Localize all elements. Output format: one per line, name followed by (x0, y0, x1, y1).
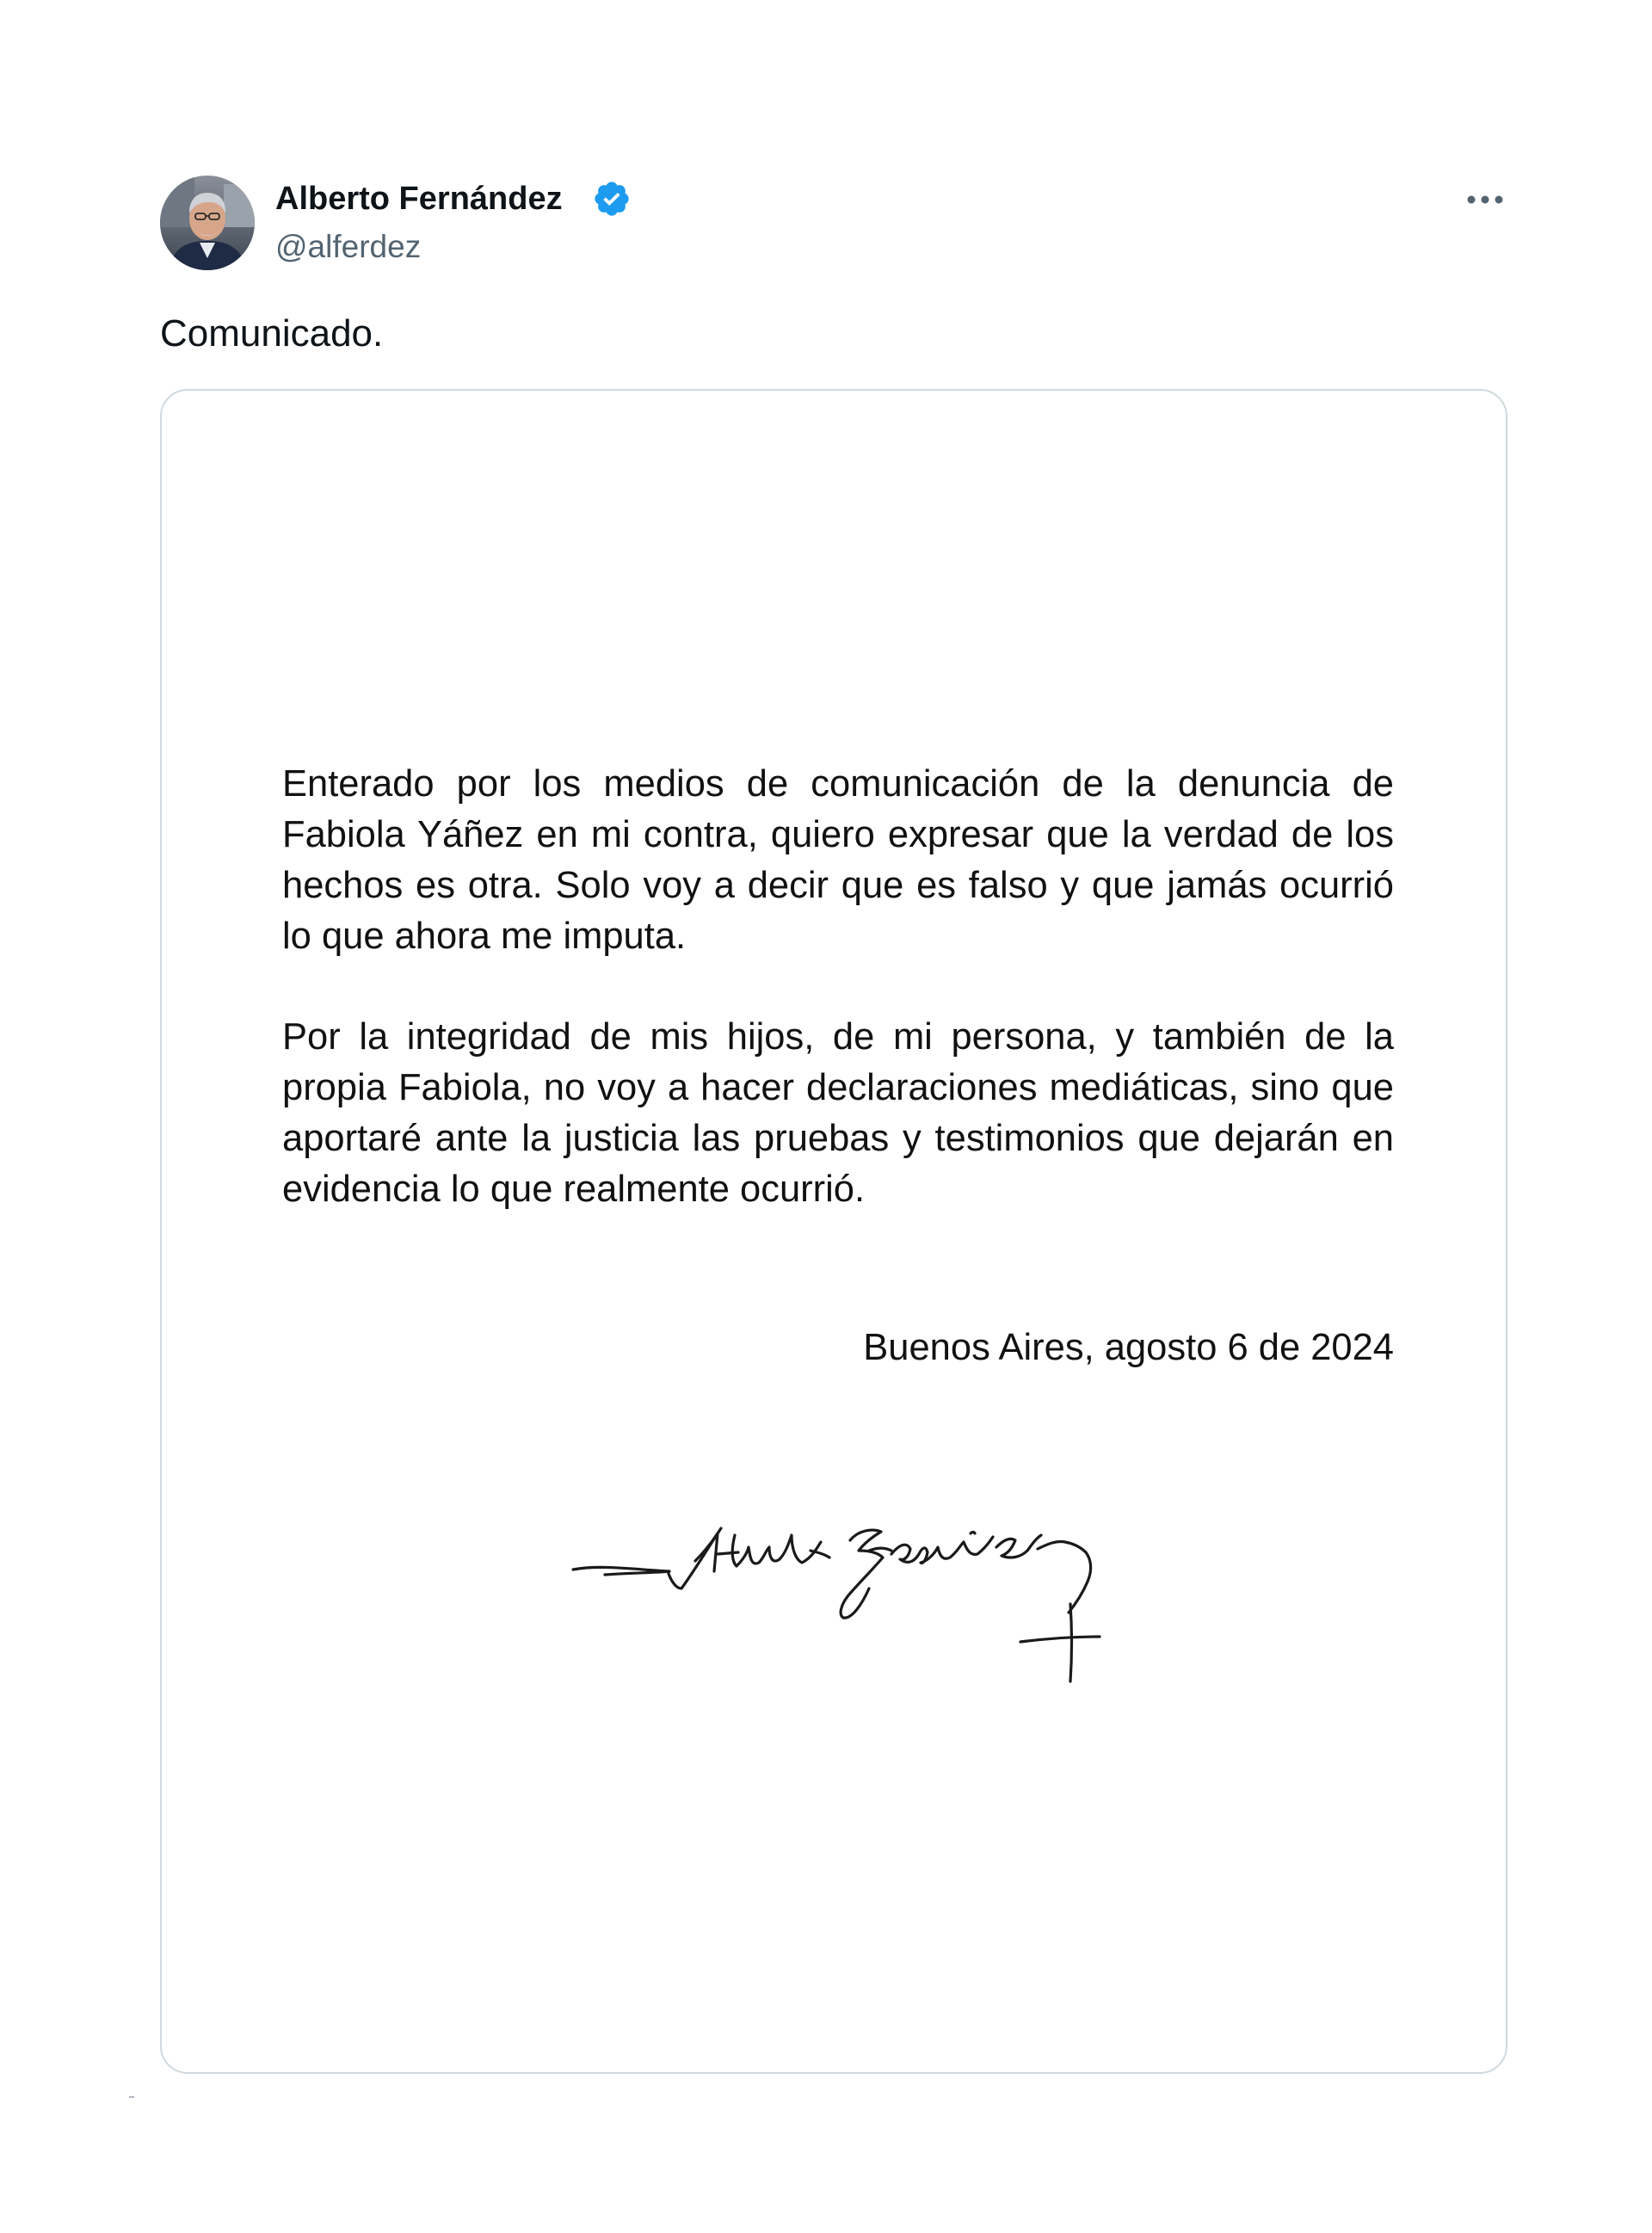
author-name[interactable]: Alberto Fernández (275, 181, 563, 217)
handwritten-signature (566, 1509, 1186, 1699)
profile-photo (160, 176, 255, 270)
author-avatar[interactable] (160, 176, 255, 270)
more-options-icon (1466, 194, 1504, 205)
tweet-media-image[interactable] (160, 389, 1507, 2074)
divider-mark (129, 2096, 134, 2098)
more-options-button[interactable] (1463, 177, 1507, 222)
letter-date-line: Buenos Aires, agosto 6 de 2024 (863, 1327, 1394, 1368)
verified-badge-icon (592, 179, 632, 219)
tweet-text: Comunicado. (160, 312, 384, 355)
letter-paragraph: Enterado por los medios de comunicación de la denuncia de Fabiola Yáñez en mi contra, quiero expresar que la verdad de los hechos es otra. Solo voy a decir que es falso y que jamás ocurrió lo que ahora me imputa. (282, 763, 1394, 957)
letter-paragraph: Por la integridad de mis hijos, de mi persona, y también de la propia Fabiola, no voy a hacer declaraciones mediáticas, sino que aportaré ante la justicia las pruebas y testimonios que dejarán en evidencia lo que realmente ocurrió. (282, 1016, 1394, 1210)
author-handle[interactable]: @alferdez (275, 229, 422, 264)
